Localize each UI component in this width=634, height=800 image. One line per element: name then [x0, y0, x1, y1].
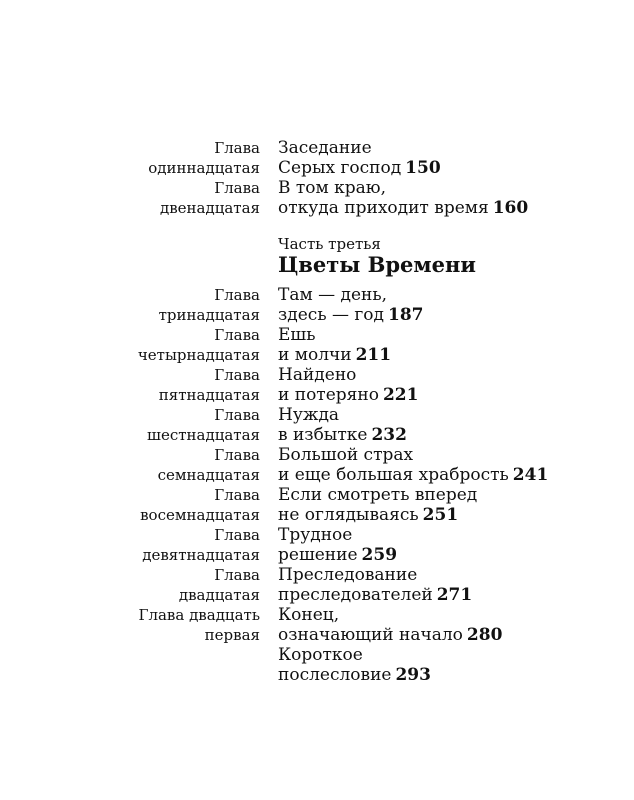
chapter-label: Глава семнадцатая: [157, 446, 260, 484]
toc-entry: [0, 605, 634, 645]
chapter-title: Найдено и потеряно 221: [278, 365, 419, 405]
toc-entry: [0, 485, 634, 525]
page-number: 293: [395, 665, 431, 685]
chapter-title: Ешь и молчи 211: [278, 325, 392, 365]
chapter-title: Там — день, здесь — год 187: [278, 285, 424, 325]
page-number: 280: [466, 625, 503, 645]
page-number: 251: [422, 505, 459, 525]
page-number: 187: [388, 305, 424, 325]
chapter-title: Нужда в избытке 232: [278, 405, 407, 445]
toc-entry: [0, 365, 634, 405]
chapter-title: Трудное решение 259: [278, 525, 398, 565]
toc-entry: [0, 445, 634, 485]
toc-entry: [0, 525, 634, 565]
toc-bottom-block: [0, 285, 634, 685]
chapter-label: Глава восемнадцатая: [140, 486, 260, 524]
chapter-title: Заседание Серых господ 150: [278, 138, 441, 178]
chapter-label: Глава двадцать первая: [138, 606, 260, 644]
toc-entry: [0, 285, 634, 325]
toc-top-block: [0, 138, 634, 218]
page-number: 150: [405, 158, 441, 178]
chapter-label: Глава одиннадцатая: [148, 139, 260, 177]
toc-entry: [0, 138, 634, 178]
chapter-label: Глава пятнадцатая: [158, 366, 260, 404]
chapter-title: Короткое послесловие 293: [278, 645, 431, 685]
page-number: 271: [436, 585, 473, 605]
page-number: 241: [512, 465, 549, 485]
toc-entry-afterword: [0, 645, 634, 685]
chapter-title: Конец, означающий начало 280: [278, 605, 503, 645]
chapter-title: Преследование преследователей 271: [278, 565, 473, 605]
part-label: Часть третья: [278, 235, 381, 253]
page-number: 211: [355, 345, 392, 365]
page-number: 232: [371, 425, 407, 445]
chapter-title: Если смотреть вперед не оглядываясь 251: [278, 485, 478, 525]
chapter-title: В том краю, откуда приходит время 160: [278, 178, 529, 218]
toc-entry: [0, 325, 634, 365]
page-number: 160: [492, 198, 529, 218]
chapter-title: Большой страх и еще большая храбрость 241: [278, 445, 549, 485]
chapter-label: Глава двенадцатая: [159, 179, 260, 217]
toc-entry: [0, 565, 634, 605]
page-number: 221: [382, 385, 419, 405]
chapter-label: Глава девятнадцатая: [142, 526, 260, 564]
chapter-label: Глава двадцатая: [178, 566, 260, 604]
part-title: Цветы Времени: [278, 252, 476, 277]
chapter-label: Глава тринадцатая: [158, 286, 260, 324]
toc-entry: [0, 178, 634, 218]
chapter-label: Глава четырнадцатая: [137, 326, 260, 364]
toc-entry: [0, 405, 634, 445]
chapter-label: Глава шестнадцатая: [147, 406, 260, 444]
page-number: 259: [361, 545, 398, 565]
